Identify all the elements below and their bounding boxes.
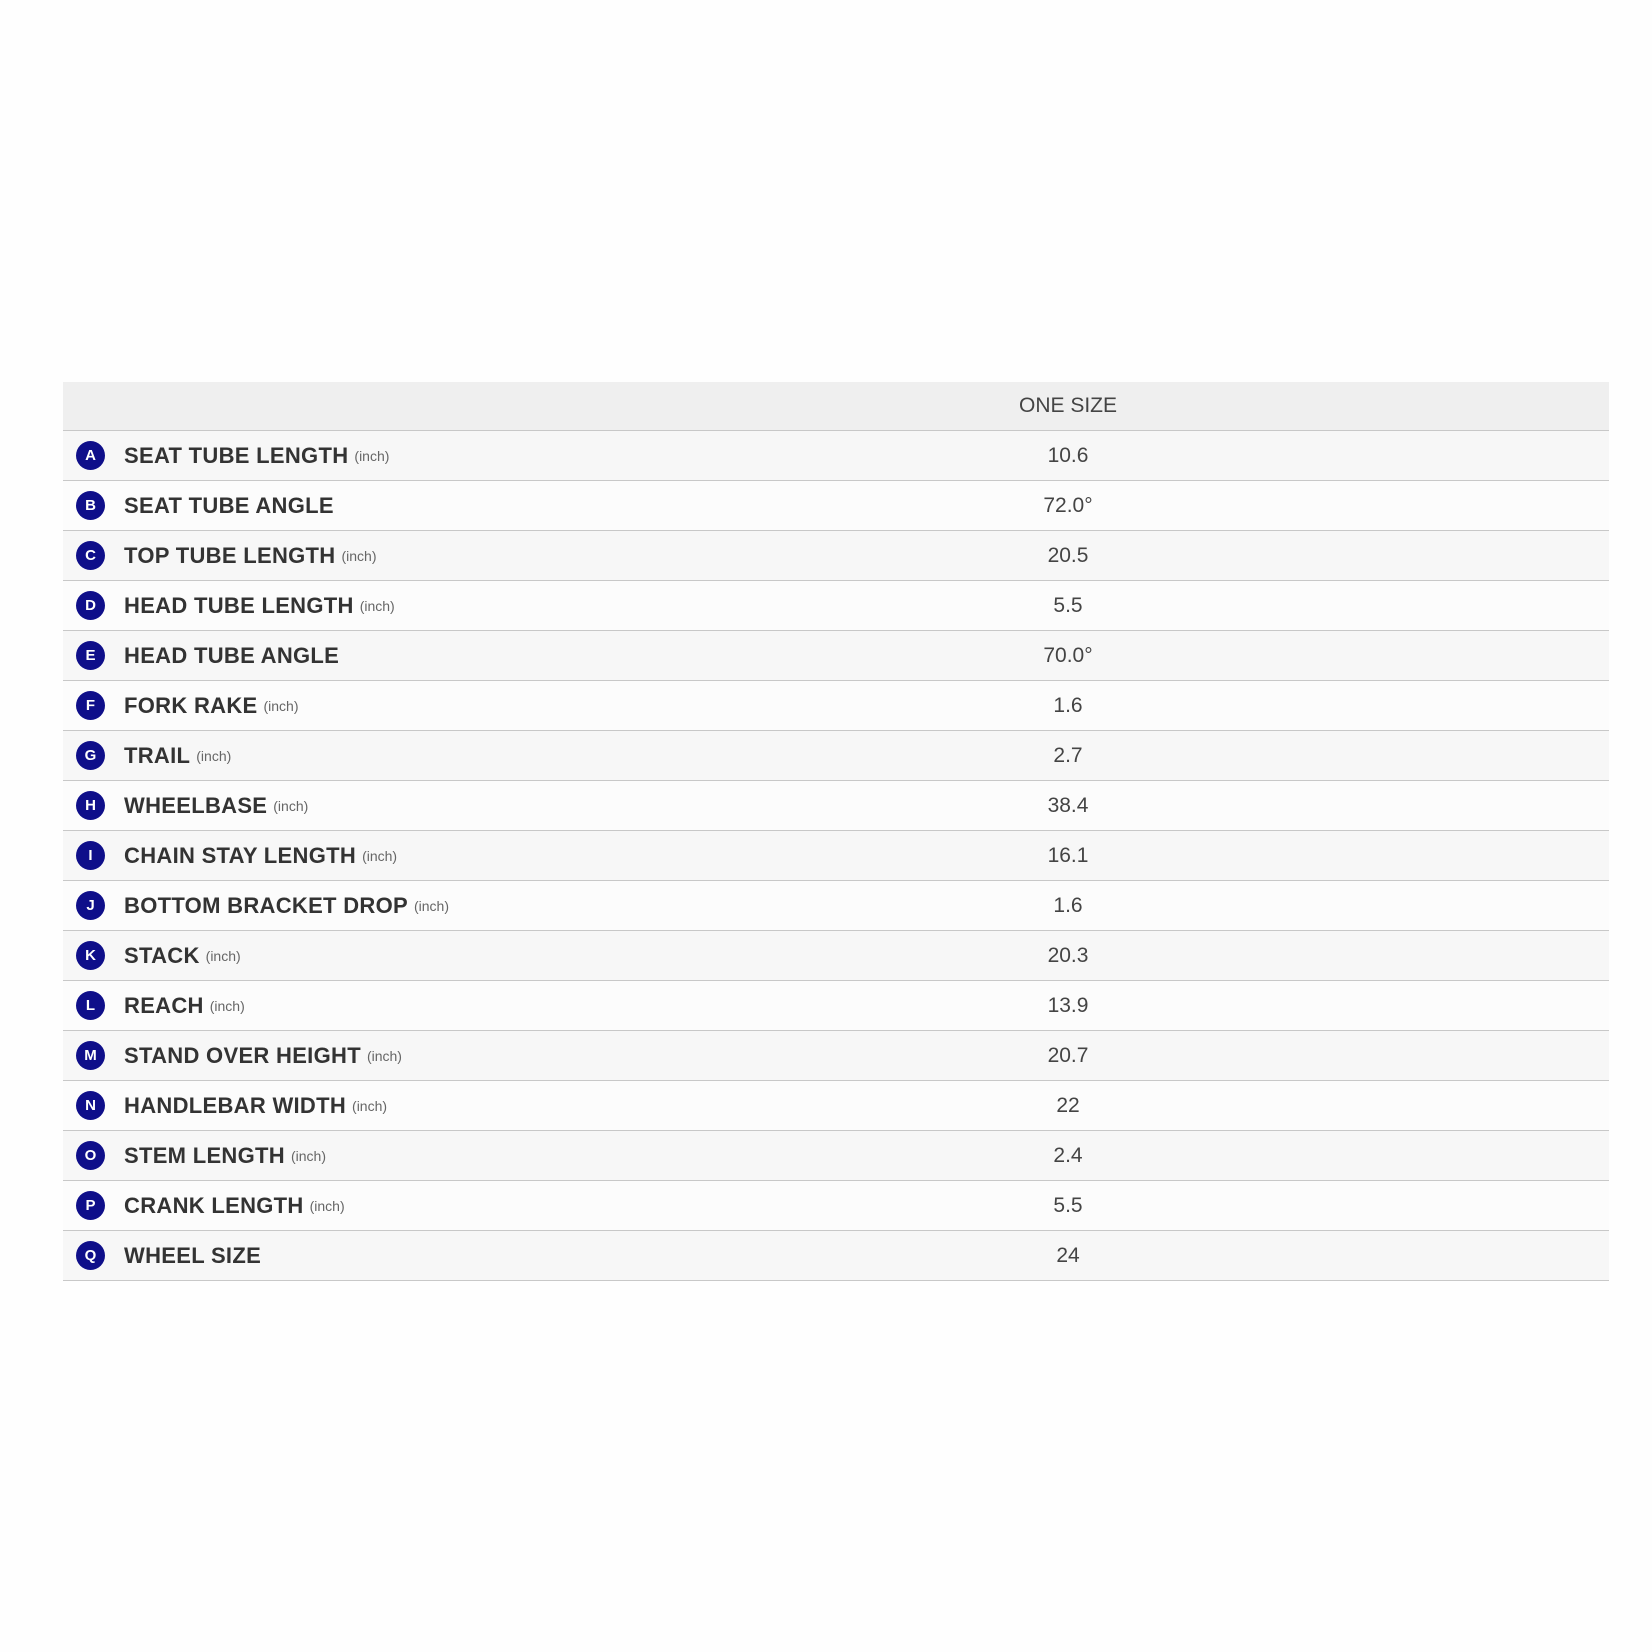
measurement-value: 70.0° — [1003, 631, 1133, 681]
measurement-value: 5.5 — [1003, 1181, 1133, 1231]
table-row — [63, 831, 1609, 881]
letter-badge: F — [76, 691, 105, 720]
measurement-value: 13.9 — [1003, 981, 1133, 1031]
measurement-label — [63, 681, 1003, 730]
table-row — [63, 1031, 1609, 1081]
measurement-label — [63, 781, 1003, 830]
measurement-label-cell — [63, 731, 1003, 781]
row-filler-cell — [1133, 1131, 1609, 1181]
letter-badge: D — [76, 591, 105, 620]
row-filler-cell — [1133, 781, 1609, 831]
measurement-value: 20.5 — [1003, 531, 1133, 581]
measurement-label-cell — [63, 931, 1003, 981]
table-row — [63, 1131, 1609, 1181]
row-filler-cell — [1133, 881, 1609, 931]
measurement-label-cell — [63, 531, 1003, 581]
measurement-unit: (inch) — [196, 747, 232, 764]
table-row — [63, 781, 1609, 831]
measurement-value: 20.3 — [1003, 931, 1133, 981]
letter-badge: B — [76, 491, 105, 520]
row-filler-cell — [1133, 931, 1609, 981]
measurement-label — [63, 1031, 1003, 1080]
measurement-label — [63, 531, 1003, 580]
measurement-label — [63, 931, 1003, 980]
table-row — [63, 481, 1609, 531]
measurement-label — [63, 631, 1003, 680]
letter-badge: A — [76, 441, 105, 470]
row-filler-cell — [1133, 1081, 1609, 1131]
letter-badge: E — [76, 641, 105, 670]
row-filler-cell — [1133, 531, 1609, 581]
measurement-label-cell — [63, 1131, 1003, 1181]
header-label-cell — [63, 382, 1003, 431]
letter-badge: N — [76, 1091, 105, 1120]
measurement-name: SEAT TUBE ANGLE — [124, 492, 334, 518]
measurement-label-cell — [63, 1081, 1003, 1131]
measurement-label — [63, 831, 1003, 880]
measurement-unit: (inch) — [209, 997, 245, 1014]
measurement-label-cell — [63, 1181, 1003, 1231]
measurement-value: 2.7 — [1003, 731, 1133, 781]
measurement-unit: (inch) — [352, 1097, 388, 1114]
measurement-name: REACH — [124, 992, 204, 1018]
letter-badge: M — [76, 1041, 105, 1070]
measurement-label-cell — [63, 481, 1003, 531]
header-filler-cell — [1133, 382, 1609, 431]
letter-badge: L — [76, 991, 105, 1020]
measurement-value: 22 — [1003, 1081, 1133, 1131]
measurement-label-cell — [63, 681, 1003, 731]
measurement-name: FORK RAKE — [124, 692, 258, 718]
measurement-label — [63, 731, 1003, 780]
measurement-label — [63, 981, 1003, 1030]
measurement-label-cell — [63, 631, 1003, 681]
measurement-value: 16.1 — [1003, 831, 1133, 881]
measurement-unit: (inch) — [362, 847, 398, 864]
header-row — [63, 382, 1609, 431]
measurement-label-cell — [63, 1031, 1003, 1081]
measurement-value: 24 — [1003, 1231, 1133, 1281]
table-row — [63, 731, 1609, 781]
measurement-name: STAND OVER HEIGHT — [124, 1042, 361, 1068]
measurement-label-cell — [63, 831, 1003, 881]
row-filler-cell — [1133, 481, 1609, 531]
measurement-unit: (inch) — [205, 947, 241, 964]
letter-badge: J — [76, 891, 105, 920]
letter-badge: P — [76, 1191, 105, 1220]
measurement-name: HEAD TUBE LENGTH — [124, 592, 354, 618]
measurement-label-cell — [63, 581, 1003, 631]
letter-badge: O — [76, 1141, 105, 1170]
measurement-label — [63, 881, 1003, 930]
measurement-name: WHEELBASE — [124, 792, 268, 818]
measurement-label — [63, 1231, 1003, 1280]
measurement-label — [63, 1181, 1003, 1230]
measurement-unit: (inch) — [413, 897, 449, 914]
measurement-label — [63, 581, 1003, 630]
measurement-label — [63, 481, 1003, 530]
table-row — [63, 931, 1609, 981]
measurement-label — [63, 431, 1003, 480]
measurement-unit: (inch) — [354, 447, 390, 464]
measurement-unit: (inch) — [359, 597, 395, 614]
row-filler-cell — [1133, 981, 1609, 1031]
measurement-name: BOTTOM BRACKET DROP — [124, 892, 408, 918]
table-row — [63, 881, 1609, 931]
measurement-value: 38.4 — [1003, 781, 1133, 831]
table-row — [63, 1081, 1609, 1131]
measurement-unit: (inch) — [290, 1147, 326, 1164]
measurement-label-cell — [63, 781, 1003, 831]
letter-badge: G — [76, 741, 105, 770]
measurement-label-cell — [63, 431, 1003, 481]
measurement-value: 5.5 — [1003, 581, 1133, 631]
row-filler-cell — [1133, 831, 1609, 881]
measurement-value: 1.6 — [1003, 681, 1133, 731]
table-row — [63, 431, 1609, 481]
letter-badge: C — [76, 541, 105, 570]
header-size-cell: ONE SIZE — [1003, 382, 1133, 431]
measurement-name: STEM LENGTH — [124, 1142, 285, 1168]
measurement-name: HANDLEBAR WIDTH — [124, 1092, 347, 1118]
table-row — [63, 1231, 1609, 1281]
measurement-unit: (inch) — [273, 797, 309, 814]
row-filler-cell — [1133, 631, 1609, 681]
measurement-label-cell — [63, 881, 1003, 931]
measurement-name: WHEEL SIZE — [124, 1242, 262, 1268]
row-filler-cell — [1133, 731, 1609, 781]
measurement-unit: (inch) — [309, 1197, 345, 1214]
measurement-name: TOP TUBE LENGTH — [124, 542, 336, 568]
table-row — [63, 681, 1609, 731]
measurement-name: SEAT TUBE LENGTH — [124, 442, 349, 468]
geometry-table-header — [63, 382, 1609, 431]
table-row — [63, 581, 1609, 631]
measurement-name: HEAD TUBE ANGLE — [124, 642, 340, 668]
row-filler-cell — [1133, 431, 1609, 481]
table-row — [63, 631, 1609, 681]
geometry-table — [63, 382, 1609, 1281]
measurement-name: CHAIN STAY LENGTH — [124, 842, 357, 868]
letter-badge: K — [76, 941, 105, 970]
letter-badge: Q — [76, 1241, 105, 1270]
measurement-label — [63, 1131, 1003, 1180]
measurement-label-cell — [63, 1231, 1003, 1281]
measurement-value: 20.7 — [1003, 1031, 1133, 1081]
measurement-value: 10.6 — [1003, 431, 1133, 481]
table-row — [63, 1181, 1609, 1231]
letter-badge: H — [76, 791, 105, 820]
measurement-label-cell — [63, 981, 1003, 1031]
measurement-unit: (inch) — [341, 547, 377, 564]
measurement-name: STACK — [124, 942, 200, 968]
row-filler-cell — [1133, 681, 1609, 731]
measurement-name: CRANK LENGTH — [124, 1192, 304, 1218]
geometry-table-body — [63, 431, 1609, 1281]
table-row — [63, 531, 1609, 581]
measurement-unit: (inch) — [263, 697, 299, 714]
measurement-value: 1.6 — [1003, 881, 1133, 931]
row-filler-cell — [1133, 581, 1609, 631]
row-filler-cell — [1133, 1181, 1609, 1231]
measurement-unit: (inch) — [366, 1047, 402, 1064]
measurement-value: 2.4 — [1003, 1131, 1133, 1181]
measurement-label — [63, 1081, 1003, 1130]
row-filler-cell — [1133, 1031, 1609, 1081]
letter-badge: I — [76, 841, 105, 870]
measurement-value: 72.0° — [1003, 481, 1133, 531]
table-row — [63, 981, 1609, 1031]
row-filler-cell — [1133, 1231, 1609, 1281]
measurement-name: TRAIL — [124, 742, 191, 768]
